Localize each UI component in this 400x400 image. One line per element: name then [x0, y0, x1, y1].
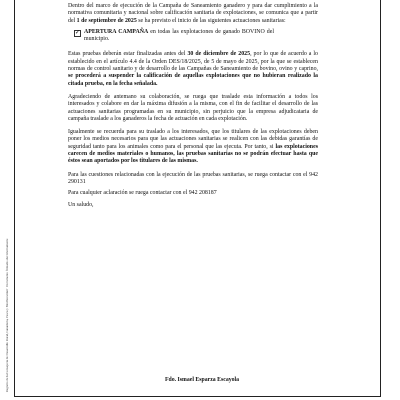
- reminder-paragraph: [68, 129, 318, 165]
- signature: Fdo. Ismael Esparza Escayola: [164, 377, 240, 383]
- p4-bold: las explotaciones carecen de medios materiales o humanos, las pruebas sanitarias no se podrán efectuar hasta que éstos sean aportados por los titulares de las mismas.: [68, 143, 318, 165]
- p2-text-2: , por lo que de acuerdo a lo establecido en el artículo 4.4 de la Orden DES/18/2025, de 5 de mayo de 2025, por la que se establecen normas de control sanitario y de desarrollo de las Campañas de Saneamiento de bovino, ovino y caprino,: [68, 51, 318, 73]
- bullet-title: APERTURA CAMPAÑA: [84, 28, 149, 35]
- intro-text-1: Dentro del marco de ejecución de la Campaña de Saneamiento ganadero y para dar cumplimiento a la normativa comunitaria y nacional sobre calificación sanitaria de explotaciones, se comunica que a partir del: [68, 3, 318, 24]
- contact-paragraph-2: Para cualquier aclaración se ruega contactar con el 942 208187: [68, 190, 217, 197]
- letter-body: [68, 3, 318, 209]
- action-bullet: [74, 29, 318, 44]
- intro-paragraph: [68, 3, 318, 25]
- side-margin-strip: [3, 8, 10, 393]
- collaboration-paragraph: Agradeciendo de antemano su colaboración, se ruega que traslade esta información a todos los interesados y colabore en dar la máxima difusión a la misma, con el fin de facilitar el desarrollo de las actuaciones sanitarias programadas en su municipio, sin perjuicio que la empresa adjudicataria de campaña traslade a los ganaderos la fecha de actuación en cada explotación.: [68, 93, 318, 122]
- greeting: Un saludo,: [68, 201, 94, 208]
- p2-bold: se procederá a suspender la calificación de aquellas explotaciones que no hubieran realizado la citada prueba, en la fecha señalada.: [68, 73, 318, 87]
- p4-text: Igualmente se recuerda para su traslado a los interesados, que los titulares de las explotaciones deben poner los medios necesarios para que las actuaciones sanitarias se realicen con las debidas garantías de seguridad tanto para los animales como para el personal que las ejecuta. Por tanto, si: [68, 129, 318, 150]
- bullet-rest: en todas las explotaciones de ganado BOVINO del municipio.: [84, 28, 274, 43]
- side-margin-text: Registro de la Consejería de Desarrollo Rural, Ganadería, Pesca y Biodiversidad · Documento firmado electrónicamente: [4, 238, 9, 393]
- deadline-paragraph: [68, 51, 318, 87]
- intro-text-2: se ha previsto el inicio de las siguientes actuaciones sanitarias:: [136, 17, 286, 24]
- intro-date: 1 de septiembre de 2025: [76, 17, 137, 24]
- checkmark-icon: ✓: [74, 30, 81, 37]
- p2-text-1: Estas pruebas deberán estar finalizadas antes del: [68, 51, 188, 58]
- p2-date: 30 de diciembre de 2025: [187, 51, 251, 58]
- bullet-text: [84, 29, 274, 44]
- contact-paragraph-1: Para las cuestiones relacionadas con la ejecución de las pruebas sanitarias, se ruega contactar con el 942 290131: [68, 171, 318, 185]
